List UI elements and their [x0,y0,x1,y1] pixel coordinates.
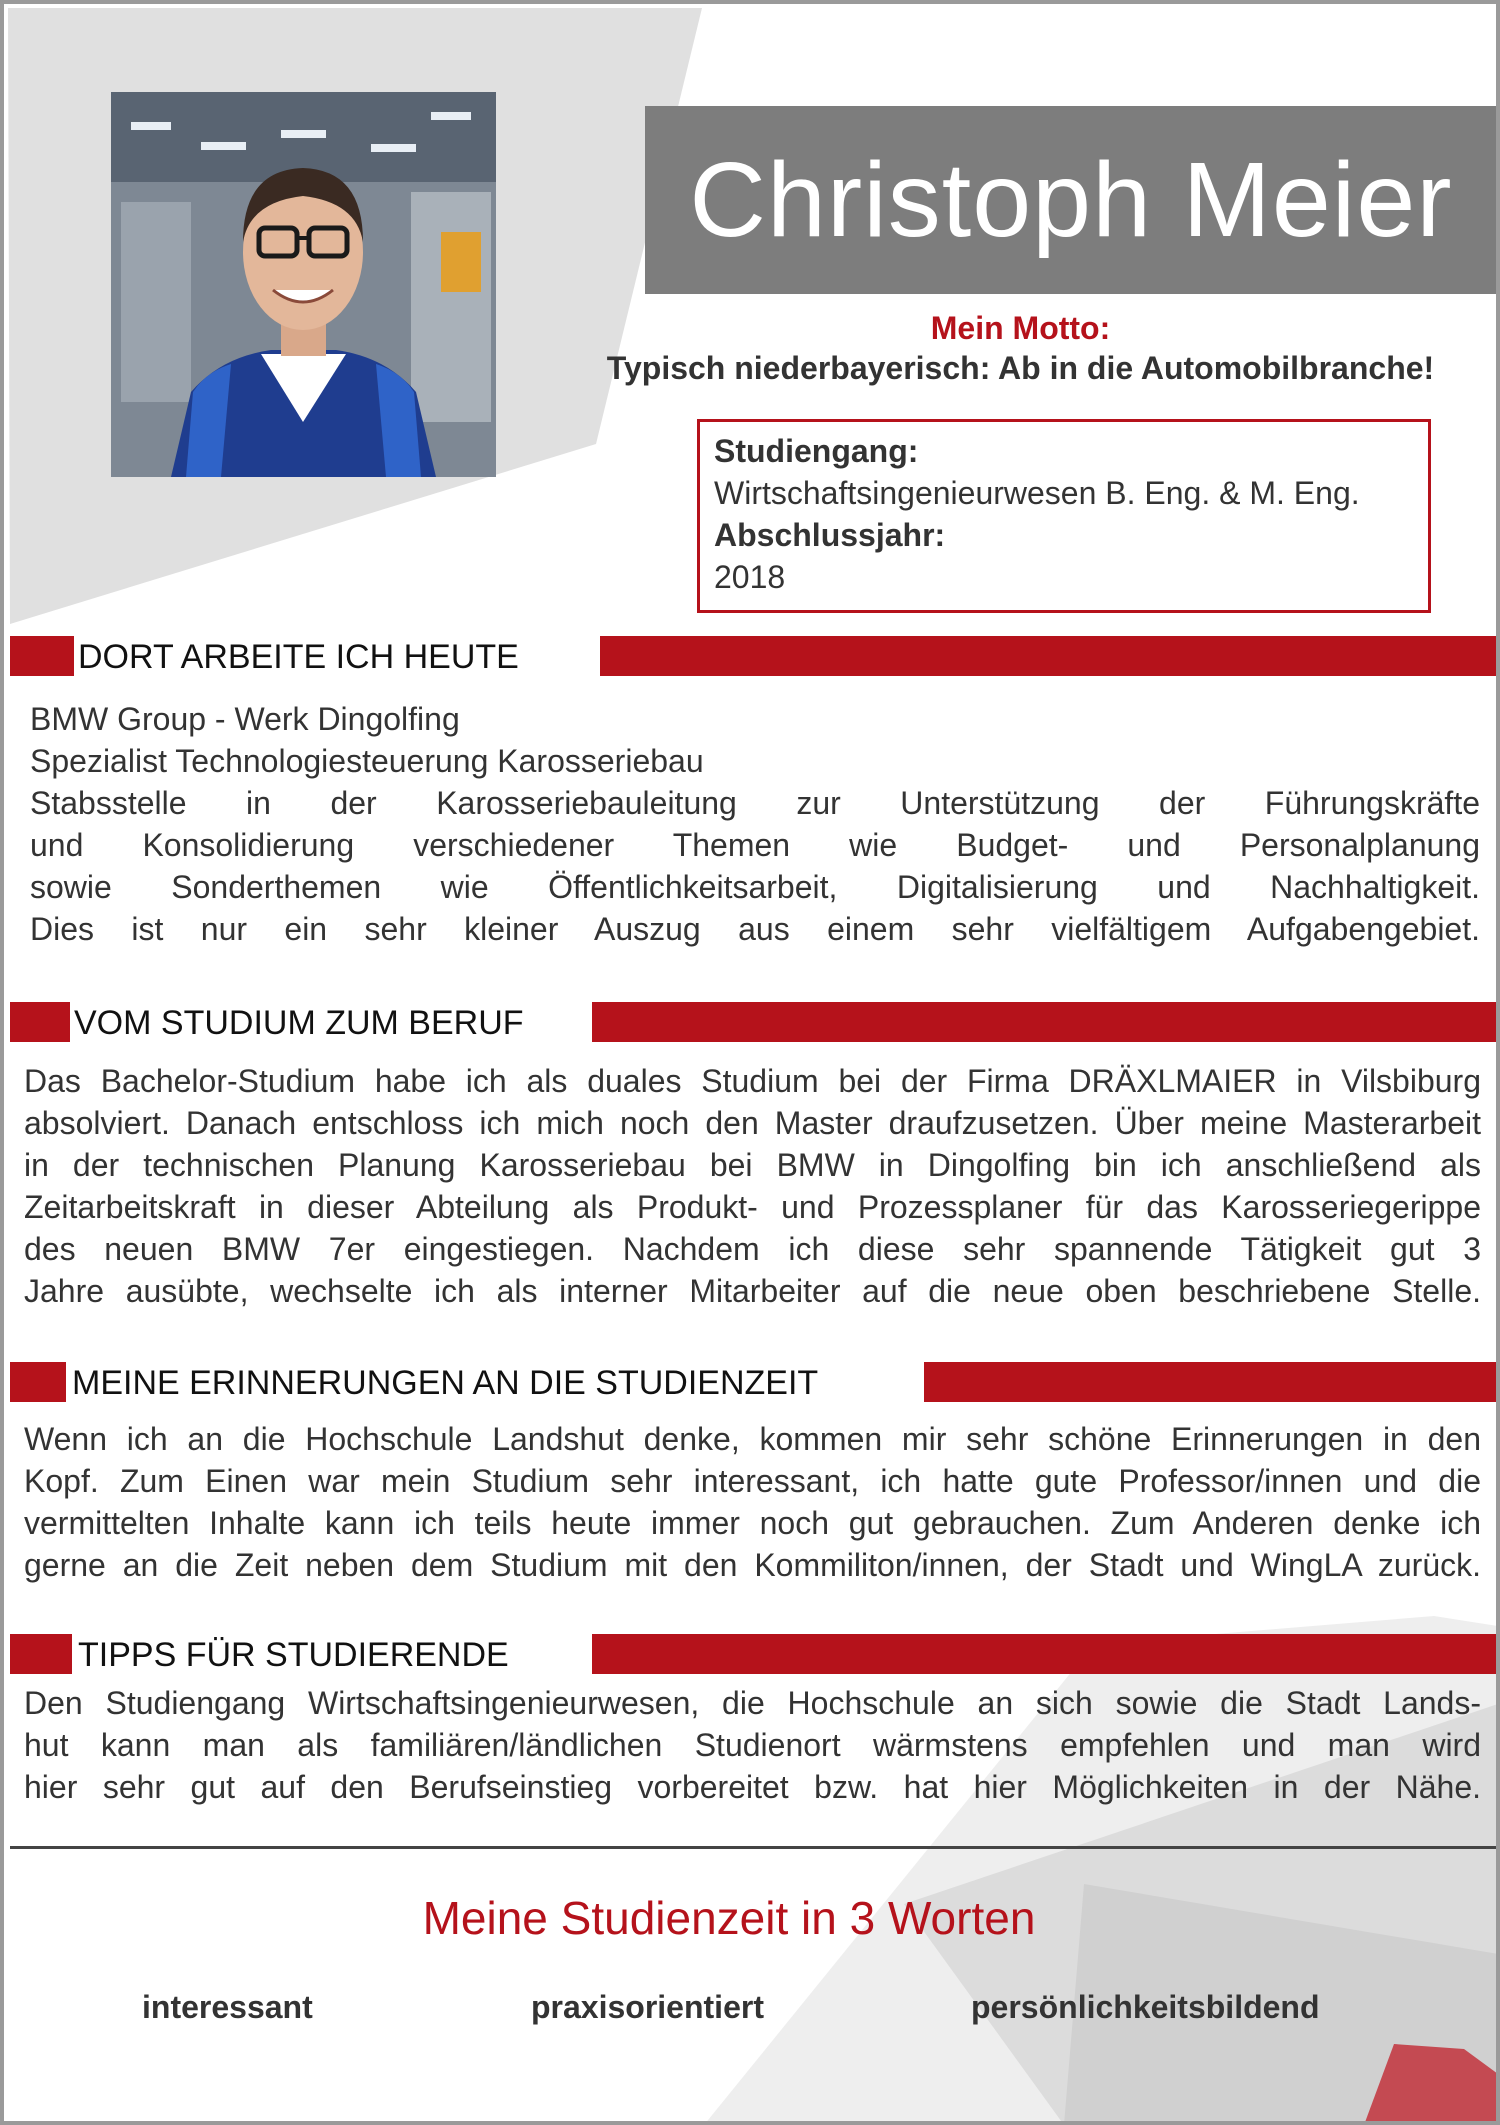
graduation-year-label: Abschlussjahr: [714,517,946,553]
profile-photo [111,92,496,477]
section-title-memories: MEINE ERINNERUNGEN AN DIE STUDIENZEIT [72,1364,819,1402]
career-line-5: des neuen BMW 7er eingestiegen. Nachdem ich diese sehr spannende Tätigkeit gut 3 [24,1231,1481,1267]
tips-line-2: hut kann man als familiären/ländlichen Studienort wärmstens empfehlen und man wird [24,1727,1481,1763]
career-line-3: in der technischen Planung Karosseriebau bei BMW in Dingolfing bin ich anschließend als [24,1147,1481,1183]
section-header-right-bar [592,1634,1498,1674]
section-title-career: VOM STUDIUM ZUM BERUF [74,1004,524,1042]
tips-line-3: hier sehr gut auf den Berufseinstieg vorbereitet bzw. hat hier Möglichkeiten in der Nähe. [24,1769,1481,1805]
section-header-tips [10,1634,1498,1674]
motto [544,308,1497,388]
career-line-1: Das Bachelor-Studium habe ich als duales Studium bei der Firma DRÄXLMAIER in Vilsbiburg [24,1063,1481,1099]
motto-label: Mein Motto: [930,310,1111,346]
section-header-memories [10,1362,1498,1402]
graduation-year-value: 2018 [714,559,786,595]
word-2: praxisorientiert [531,1989,764,2025]
portrait-image [111,92,496,477]
section-body-work [30,698,1480,950]
section-header-left-bar [10,1362,66,1402]
work-position: Spezialist Technologiesteuerung Karosseriebau [30,743,704,779]
work-line-4: Dies ist nur ein sehr kleiner Auszug aus einem sehr vielfältigem Aufgabengebiet. [30,911,1480,947]
three-words-title: Meine Studienzeit in 3 Worten [422,1892,1036,1944]
work-line-2: und Konsolidierung verschiedener Themen wie Budget- und Personalplanung [30,827,1480,863]
motto-text: Typisch niederbayerisch: Ab in die Automobilbranche! [606,350,1435,386]
person-name: Christoph Meier [645,106,1497,294]
work-line-1: Stabsstelle in der Karosseriebauleitung zur Unterstützung der Führungskräfte [30,785,1480,821]
section-header-career [10,1002,1498,1042]
section-body-tips [24,1682,1481,1808]
section-header-left-bar [10,636,74,676]
section-title-tips: TIPPS FÜR STUDIERENDE [78,1636,509,1674]
memories-line-2: Kopf. Zum Einen war mein Studium sehr interessant, ich hatte gute Professor/innen und die [24,1463,1481,1499]
section-header-right-bar [924,1362,1498,1402]
career-line-2: absolviert. Danach entschloss ich mich noch den Master draufzusetzen. Über meine Masterarbeit [24,1105,1481,1141]
section-header-left-bar [10,1634,72,1674]
divider [10,1846,1498,1849]
section-body-career [24,1060,1481,1312]
memories-line-3: vermittelten Inhalte kann ich teils heute immer noch gut gebrauchen. Zum Anderen denke ich [24,1505,1481,1541]
work-company: BMW Group - Werk Dingolfing [30,701,460,737]
work-line-3: sowie Sonderthemen wie Öffentlichkeitsarbeit, Digitalisierung und Nachhaltigkeit. [30,869,1480,905]
section-body-memories [24,1418,1481,1586]
section-header-right-bar [592,1002,1498,1042]
memories-line-4: gerne an die Zeit neben dem Studium mit den Kommiliton/innen, der Stadt und WingLA zurück. [24,1547,1481,1583]
section-header-work [10,636,1498,676]
career-line-4: Zeitarbeitskraft in dieser Abteilung als Produkt- und Prozessplaner für das Karosseriegerippe [24,1189,1481,1225]
section-title-work: DORT ARBEITE ICH HEUTE [78,638,519,676]
word-1: interessant [142,1989,313,2025]
section-header-left-bar [10,1002,70,1042]
word-3: persönlichkeitsbildend [971,1989,1320,2025]
study-program-label: Studiengang: [714,433,919,469]
section-header-right-bar [600,636,1498,676]
tips-line-1: Den Studiengang Wirtschaftsingenieurwesen, die Hochschule an sich sowie die Stadt Lands- [24,1685,1481,1721]
career-line-6: Jahre ausübte, wechselte ich als interner Mitarbeiter auf die neue oben beschriebene Stelle. [24,1273,1481,1309]
memories-line-1: Wenn ich an die Hochschule Landshut denke, kommen mir sehr schöne Erinnerungen in den [24,1421,1481,1457]
study-program-value: Wirtschaftsingenieurwesen B. Eng. & M. Eng. [714,475,1360,511]
study-info-box [697,419,1431,613]
